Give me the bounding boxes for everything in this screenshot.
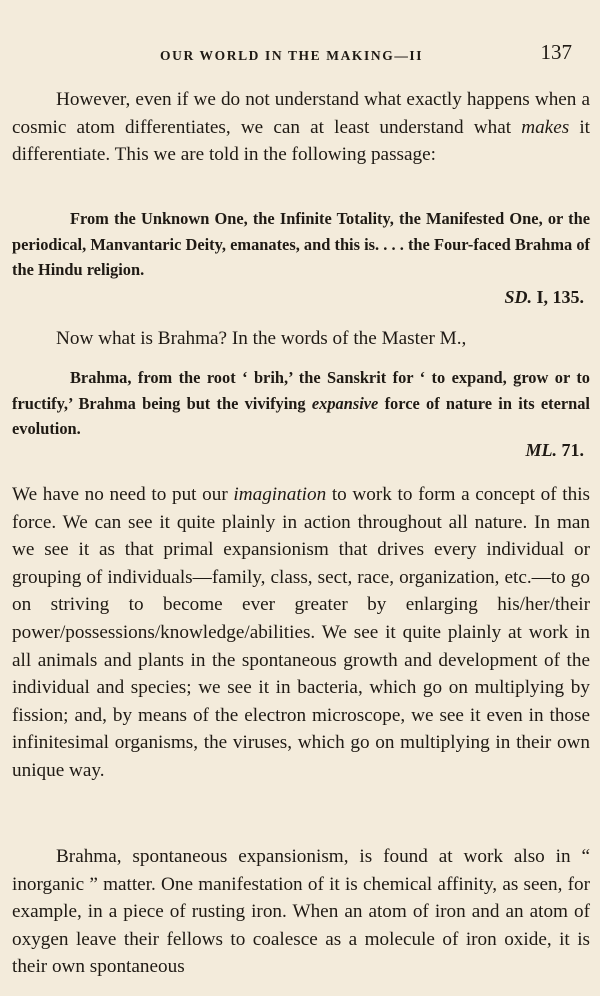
- paragraph-1: However, even if we do not understand what exactly happens when a cosmic atom differentiates, we can at least understand what makes it differentiate. This we are told in the following passage:: [12, 89, 590, 166]
- emphasis-imagination: imagination: [233, 484, 327, 505]
- running-title: OUR WORLD IN THE MAKING—II: [160, 48, 424, 63]
- emphasis-expansive: expansive: [311, 393, 379, 413]
- page-number: 137: [540, 40, 572, 64]
- citation-1: SD. I, 135.: [504, 287, 584, 307]
- paragraph-2: Now what is Brahma? In the words of the Master M.,: [56, 328, 467, 349]
- emphasis-makes: makes: [521, 116, 570, 138]
- paragraph-4: Brahma, spontaneous expansionism, is found at work also in “ inorganic ” matter. One manifestation of it is chemical affinity, as seen, for example, in a piece of rusting iron. When an atom of iron and an atom of oxygen leave their fellows to coalesce as a molecule of iron oxide, it is their own spontaneous: [12, 846, 590, 978]
- paragraph-3: We have no need to put our imagination to work to form a concept of this force. We can see it quite plainly in action throughout all nature. In man we see it as that primal expansionism that drives every individual or grouping of individuals—family, class, sect, race, organization, etc.—to go on striving to become ever greater by enlarging his/her/their power/possessions/knowledge/abilities. We see it quite plainly at work in all animals and plants in the spontaneous growth and development of the individual and species; we see it in bacteria, which go on multiplying by fission; and, by means of the electron microscope, we see it even in those infinitesimal organisms, the viruses, which go on multiplying in their own unique way.: [12, 484, 590, 781]
- block-quote-1: From the Unknown One, the Infinite Totality, the Manifested One, or the periodical, Manvantaric Deity, emanates, and this is. . . . the Four-faced Brahma of the Hindu religion.: [12, 209, 590, 279]
- block-quote-2: Brahma, from the root ‘ brih,’ the Sanskrit for ‘ to expand, grow or to fructify,’ Brahma being but the vivifying expansive force of nature in its eternal evolution.: [12, 368, 590, 438]
- page-header: [12, 38, 588, 66]
- citation-2: ML. 71.: [525, 440, 584, 460]
